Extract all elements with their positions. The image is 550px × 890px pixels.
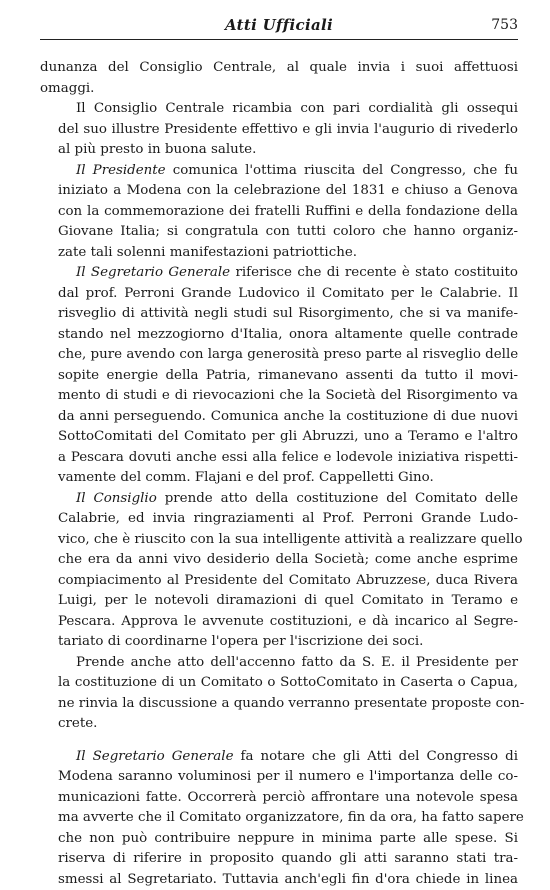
text-line: del suo illustre Presidente effettivo e gli invia l'augurio di rivederlo (40, 120, 518, 141)
text-line: riserva di riferire in proposito quando gli atti saranno stati tra- (40, 849, 518, 870)
text-line: sopite energie della Patria, rimanevano assenti da tutto il movi- (40, 366, 518, 387)
header-rule (40, 39, 518, 40)
running-title: Atti Ufficiali (40, 16, 518, 34)
text-line: a Pescara dovuti anche essi alla felice e lodevole iniziativa rispetti- (40, 448, 518, 469)
paragraph-lead: Il Consiglio (76, 491, 157, 506)
text-line: dal prof. Perroni Grande Ludovico il Comitato per le Calabrie. Il (40, 284, 518, 305)
text-line: Calabrie, ed invia ringraziamenti al Prof. Perroni Grande Ludo- (40, 509, 518, 530)
body-text (40, 58, 518, 890)
text-line: municazioni fatte. Occorrerà perciò affrontare una notevole spesa (40, 788, 518, 809)
text-line: al più presto in buona salute. (40, 140, 518, 161)
text-line: vamente del comm. Flajani e del prof. Cappelletti Gino. (40, 468, 518, 489)
text-line: compiacimento al Presidente del Comitato Abruzzese, duca Rivera (40, 571, 518, 592)
paragraph (40, 747, 518, 890)
text-line: vico, che è riuscito con la sua intelligente attività a realizzare quello (40, 530, 518, 551)
paragraph (40, 161, 518, 264)
text-line: stando nel mezzogiorno d'Italia, onora altamente quelle contrade (40, 325, 518, 346)
text-line: ne rinvia la discussione a quando verranno presentate proposte con- (40, 694, 518, 715)
text-line (40, 161, 518, 182)
text-run: riferisce che di recente è stato costituito (230, 265, 518, 280)
text-run: prende atto della costituzione del Comitato delle (157, 491, 518, 506)
text-line: zate tali solenni manifestazioni patriottiche. (40, 243, 518, 264)
text-line: risveglio di attività negli studi sul Risorgimento, che si va manife- (40, 304, 518, 325)
text-run: fa notare che gli Atti del Congresso di (234, 749, 519, 764)
text-line: che era da anni vivo desiderio della Società; come anche esprime (40, 550, 518, 571)
paragraph (40, 99, 518, 161)
text-line: Giovane Italia; si congratula con tutti coloro che hanno organiz- (40, 222, 518, 243)
paragraph (40, 653, 518, 735)
paragraph-lead: Il Segretario Generale (76, 749, 234, 764)
text-line: smessi al Segretariato. Tuttavia anch'egli fin d'ora chiede in linea (40, 870, 518, 890)
text-line: Prende anche atto dell'accenno fatto da S. E. il Presidente per (40, 653, 518, 674)
paragraph-lead: Il Segretario Generale (76, 265, 230, 280)
text-line: Pescara. Approva le avvenute costituzioni, e dà incarico al Segre- (40, 612, 518, 633)
text-line: da anni perseguendo. Comunica anche la costituzione di due nuovi (40, 407, 518, 428)
paragraph (40, 489, 518, 653)
paragraph (40, 263, 518, 489)
text-line: dunanza del Consiglio Centrale, al quale invia i suoi affettuosi (40, 58, 518, 79)
text-line: SottoComitati del Comitato per gli Abruzzi, uno a Teramo e l'altro (40, 427, 518, 448)
text-line: tariato di coordinarne l'opera per l'iscrizione dei soci. (40, 632, 518, 653)
text-line: con la commemorazione dei fratelli Ruffini e della fondazione della (40, 202, 518, 223)
text-line (40, 747, 518, 768)
paragraph-lead: Il Presidente (76, 163, 166, 178)
page-number: 753 (491, 17, 518, 33)
text-line: mento di studi e di rievocazioni che la Società del Risorgimento va (40, 386, 518, 407)
text-run: comunica l'ottima riuscita del Congresso, che fu (166, 163, 518, 178)
text-line: che non può contribuire neppure in minima parte alle spese. Si (40, 829, 518, 850)
text-line: iniziato a Modena con la celebrazione del 1831 e chiuso a Genova (40, 181, 518, 202)
text-line: crete. (40, 714, 518, 735)
running-head (40, 16, 518, 36)
text-line: che, pure avendo con larga generosità preso parte al risveglio delle (40, 345, 518, 366)
text-line (40, 263, 518, 284)
text-line (40, 489, 518, 510)
text-line: Il Consiglio Centrale ricambia con pari cordialità gli ossequi (40, 99, 518, 120)
text-line: omaggi. (40, 79, 518, 100)
text-line: la costituzione di un Comitato o SottoComitato in Caserta o Capua, (40, 673, 518, 694)
text-line: Luigi, per le notevoli diramazioni di quel Comitato in Teramo e (40, 591, 518, 612)
text-line: Modena saranno voluminosi per il numero e l'importanza delle co- (40, 767, 518, 788)
text-line: ma avverte che il Comitato organizzatore, fin da ora, ha fatto sapere (40, 808, 518, 829)
paragraph (40, 58, 518, 99)
